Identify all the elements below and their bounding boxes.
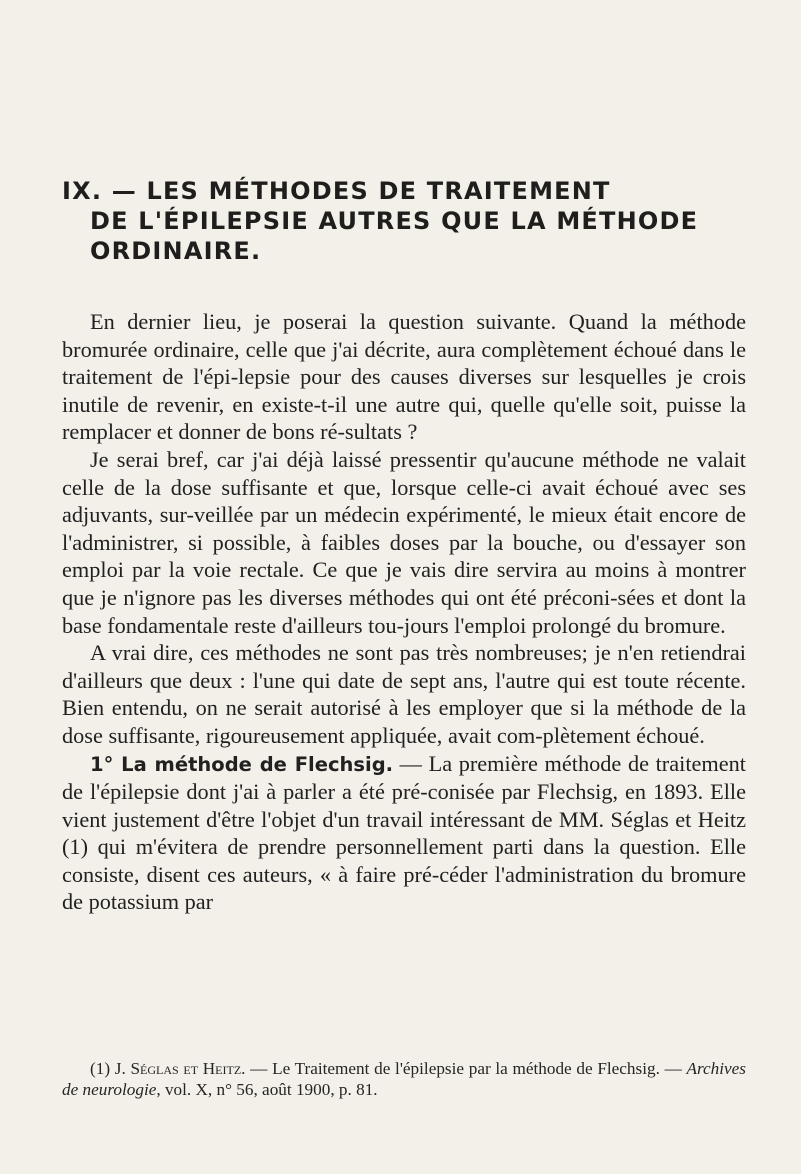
- chapter-heading-line-3: ORDINAIRE.: [90, 237, 262, 265]
- chapter-heading-line-1: IX. — LES MÉTHODES DE TRAITEMENT: [62, 177, 611, 205]
- footnote-text-1: . — Le Traitement de l'épilepsie par la méthode de Flechsig. —: [241, 1059, 687, 1078]
- paragraph-1: En dernier lieu, je poserai la question suivante. Quand la méthode bromurée ordinaire, celle que j'ai décrite, aura complètement échoué dans le traitement de l'épi-lepsie pour des causes diverses sur lesquelles je crois inutile de revenir, en existe-t-il une autre qui, quelle qu'elle soit, puisse la remplacer et donner de bons ré-sultats ?: [62, 309, 746, 445]
- flechsig-subheading: 1° La méthode de Flechsig.: [90, 752, 394, 776]
- paragraph-2: Je serai bref, car j'ai déjà laissé pressentir qu'aucune méthode ne valait celle de la dose suffisante et que, lorsque celle-ci avait échoué avec ses adjuvants, sur-veillée par un médecin expérimenté, le mieux était encore de l'administrer, si possible, à faibles doses par la bouche, ou d'essayer son emploi par la voie rectale. Ce que je vais dire servira au moins à montrer que je n'ignore pas les diverses méthodes qui ont été préconi-sées et dont la base fondamentale reste d'ailleurs tou-jours l'emploi prolongé du bromure.: [62, 446, 746, 638]
- chapter-heading: [62, 176, 742, 266]
- paragraph-3: A vrai dire, ces méthodes ne sont pas très nombreuses; je n'en retiendrai d'ailleurs que deux : l'une qui date de sept ans, l'autre qui est toute récente. Bien entendu, on ne serait autorisé à les employer que si la méthode de la dose suffisante, rigoureusement appliquée, avait com-plètement échoué.: [62, 640, 746, 748]
- chapter-heading-line-2: DE L'ÉPILEPSIE AUTRES QUE LA MÉTHODE: [90, 207, 699, 235]
- paragraph-4: [62, 750, 746, 917]
- footnote-marker: (1) J.: [90, 1059, 131, 1078]
- paragraph-4-text: — La première méthode de traitement de l'épilepsie dont j'ai à parler a été pré-conisée par Flechsig, en 1893. Elle vient justement d'être l'objet d'un travail intéressant de MM. Séglas et Heitz (1) qui m'évitera de prendre personnellement parti dans la question. Elle consiste, disent ces auteurs, « à faire pré-céder l'administration du bromure de potassium par: [62, 750, 746, 915]
- footnote-journal: Archives de neurologie: [62, 1059, 746, 1099]
- footnote-text-2: , vol. X, n° 56, août 1900, p. 81.: [156, 1080, 378, 1099]
- footnote-text: [62, 1058, 746, 1100]
- body-text: [62, 308, 746, 916]
- footnote: [62, 1058, 746, 1100]
- footnote-authors: Séglas et Heitz: [130, 1059, 242, 1078]
